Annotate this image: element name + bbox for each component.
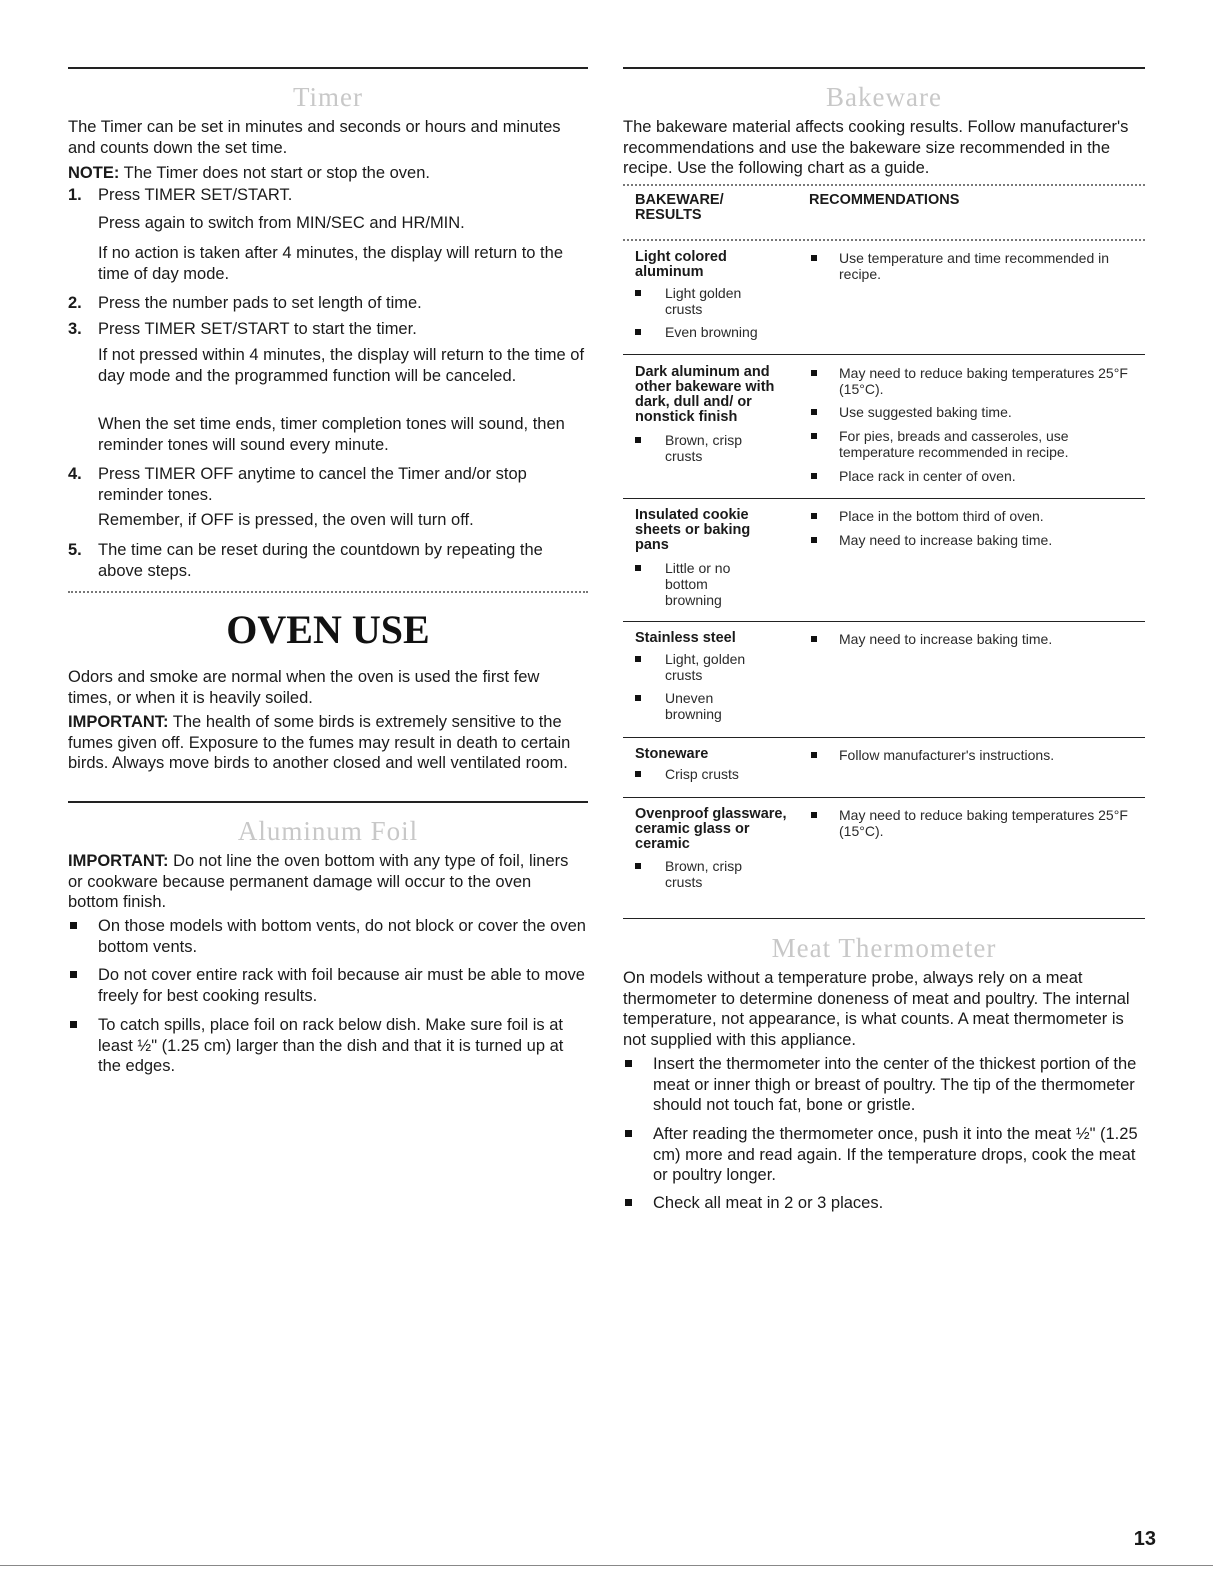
important-text: The health of some birds is extremely sensitive to the fumes given off. Exposure to the fumes may result in death to certain birds. Always move birds to another closed and well ventilated room. xyxy=(68,713,571,772)
oven-use-important xyxy=(68,712,586,774)
bakeware-type: Insulated cookie sheets or baking pans xyxy=(635,507,751,553)
step-number: 2. xyxy=(68,294,82,312)
important-text: Do not line the oven bottom with any type of foil, liners or cookware because permanent damage will occur to the oven bottom finish. xyxy=(68,852,569,911)
recommendation-item: Place rack in center of oven. xyxy=(839,468,1016,484)
timer-step: Press TIMER OFF anytime to cancel the Timer and/or stop reminder tones. xyxy=(98,465,527,504)
timer-step-detail: If not pressed within 4 minutes, the display will return to the time of day mode and the programmed function will be canceled. xyxy=(98,346,585,385)
result-item: Light golden crusts xyxy=(665,285,742,317)
recommendation-item: For pies, breads and casseroles, use temperature recommended in recipe. xyxy=(839,428,1069,460)
bullet-icon xyxy=(635,290,641,296)
foil-bullet: To catch spills, place foil on rack below dish. Make sure foil is at least ½" (1.25 cm) larger than the dish and that it is turned up at the edges. xyxy=(98,1016,564,1075)
result-item: Crisp crusts xyxy=(665,766,739,782)
bakeware-heading: Bakeware xyxy=(826,82,942,112)
oven-use-title: OVEN USE xyxy=(226,607,430,652)
bullet-icon xyxy=(635,695,641,701)
divider xyxy=(623,918,1145,919)
bullet-icon xyxy=(811,433,817,439)
recommendation-item: Place in the bottom third of oven. xyxy=(839,508,1044,524)
bullet-icon xyxy=(635,437,641,443)
bullet-icon xyxy=(811,513,817,519)
oven-use-intro: Odors and smoke are normal when the oven is used the first few times, or when it is heavily soiled. xyxy=(68,668,540,707)
meat-intro: On models without a temperature probe, always rely on a meat thermometer to determine doneness of meat and poultry. The internal temperature, not appearance, is what counts. A meat thermometer is not supplied with this appliance. xyxy=(623,969,1130,1049)
divider xyxy=(68,67,588,69)
bakeware-type: Stoneware xyxy=(635,746,709,762)
bullet-icon xyxy=(635,329,641,335)
recommendation-item: May need to increase baking time. xyxy=(839,532,1053,548)
important-label: IMPORTANT: xyxy=(68,713,169,731)
bullet-icon xyxy=(811,636,817,642)
divider xyxy=(68,801,588,803)
bullet-icon xyxy=(811,812,817,818)
bullet-icon xyxy=(625,1130,632,1137)
bakeware-type: Stainless steel xyxy=(635,630,736,646)
bullet-icon xyxy=(635,565,641,571)
bullet-icon xyxy=(635,656,641,662)
bakeware-type: Light colored aluminum xyxy=(635,249,727,280)
foil-heading: Aluminum Foil xyxy=(237,816,419,846)
bullet-icon xyxy=(625,1199,632,1206)
foil-bullet: Do not cover entire rack with foil because air must be able to move freely for best cooking results. xyxy=(98,966,585,1005)
bottom-edge-line xyxy=(0,1565,1213,1566)
timer-intro: The Timer can be set in minutes and seconds or hours and minutes and counts down the set time. xyxy=(68,118,561,157)
note-label: NOTE: xyxy=(68,164,120,182)
timer-heading: Timer xyxy=(292,82,364,112)
bullet-icon xyxy=(635,771,641,777)
bullet-icon xyxy=(811,473,817,479)
divider xyxy=(623,67,1145,69)
table-header-bakeware: BAKEWARE/ RESULTS xyxy=(635,192,724,223)
step-number: 5. xyxy=(68,541,82,559)
dotted-divider xyxy=(68,591,588,593)
timer-step-detail: When the set time ends, timer completion tones will sound, then reminder tones will sound every minute. xyxy=(98,415,565,454)
page-number: 13 xyxy=(1133,1528,1156,1550)
foil-bullet: On those models with bottom vents, do not block or cover the oven bottom vents. xyxy=(98,917,586,956)
meat-thermometer-heading: Meat Thermometer xyxy=(771,933,997,963)
result-item: Even browning xyxy=(665,324,758,340)
recommendation-item: Use suggested baking time. xyxy=(839,404,1012,420)
meat-bullet: Check all meat in 2 or 3 places. xyxy=(653,1194,884,1212)
bullet-icon xyxy=(811,409,817,415)
timer-step: The time can be reset during the countdown by repeating the above steps. xyxy=(98,541,543,580)
result-item: Uneven browning xyxy=(665,690,722,722)
foil-important xyxy=(68,851,586,913)
row-divider xyxy=(623,737,1145,738)
bullet-icon xyxy=(70,971,77,978)
dotted-divider xyxy=(623,239,1145,241)
row-divider xyxy=(623,797,1145,798)
bakeware-type: Dark aluminum and other bakeware with dark, dull and/ or nonstick finish xyxy=(635,364,775,425)
meat-bullet: Insert the thermometer into the center of the thickest portion of the meat or inner thigh or breast of poultry. The tip of the thermometer should not touch fat, bone or gristle. xyxy=(653,1055,1137,1114)
timer-step: Press TIMER SET/START to start the timer. xyxy=(98,320,417,338)
bullet-icon xyxy=(811,537,817,543)
bullet-icon xyxy=(625,1060,632,1067)
bullet-icon xyxy=(70,1021,77,1028)
bullet-icon xyxy=(70,922,77,929)
bakeware-intro: The bakeware material affects cooking results. Follow manufacturer's recommendations and use the bakeware size recommended in the recipe. Use the following chart as a guide. xyxy=(623,118,1129,177)
step-number: 4. xyxy=(68,465,82,483)
result-item: Little or no bottom browning xyxy=(665,560,731,608)
dotted-divider xyxy=(623,184,1145,186)
important-label: IMPORTANT: xyxy=(68,852,169,870)
meat-bullet: After reading the thermometer once, push it into the meat ½" (1.25 cm) more and read again. If the temperature drops, cook the meat or poultry longer. xyxy=(653,1125,1138,1184)
recommendation-item: Use temperature and time recommended in recipe. xyxy=(839,250,1110,282)
bullet-icon xyxy=(811,370,817,376)
row-divider xyxy=(623,621,1145,622)
timer-step: Press the number pads to set length of time. xyxy=(98,294,422,312)
timer-step-detail: Press again to switch from MIN/SEC and HR/MIN. xyxy=(98,214,465,232)
step-number: 3. xyxy=(68,320,82,338)
row-divider xyxy=(623,498,1145,499)
result-item: Brown, crisp crusts xyxy=(665,858,743,890)
bullet-icon xyxy=(635,863,641,869)
result-item: Light, golden crusts xyxy=(665,651,746,683)
timer-step: Press TIMER SET/START. xyxy=(98,186,293,204)
bullet-icon xyxy=(811,752,817,758)
step-number: 1. xyxy=(68,186,82,204)
timer-step-detail: Remember, if OFF is pressed, the oven will turn off. xyxy=(98,511,474,529)
bullet-icon xyxy=(811,255,817,261)
note-text: The Timer does not start or stop the oven. xyxy=(119,164,430,182)
recommendation-item: May need to reduce baking temperatures 25°F (15°C). xyxy=(839,807,1128,839)
timer-step-detail: If no action is taken after 4 minutes, the display will return to the time of day mode. xyxy=(98,244,563,283)
recommendation-item: Follow manufacturer's instructions. xyxy=(839,747,1055,763)
recommendation-item: May need to increase baking time. xyxy=(839,631,1053,647)
timer-note xyxy=(68,163,568,184)
result-item: Brown, crisp crusts xyxy=(665,432,743,464)
bakeware-type: Ovenproof glassware, ceramic glass or ceramic xyxy=(635,806,787,852)
table-header-recommendations: RECOMMENDATIONS xyxy=(809,192,960,208)
row-divider xyxy=(623,354,1145,355)
recommendation-item: May need to reduce baking temperatures 25°F (15°C). xyxy=(839,365,1128,397)
